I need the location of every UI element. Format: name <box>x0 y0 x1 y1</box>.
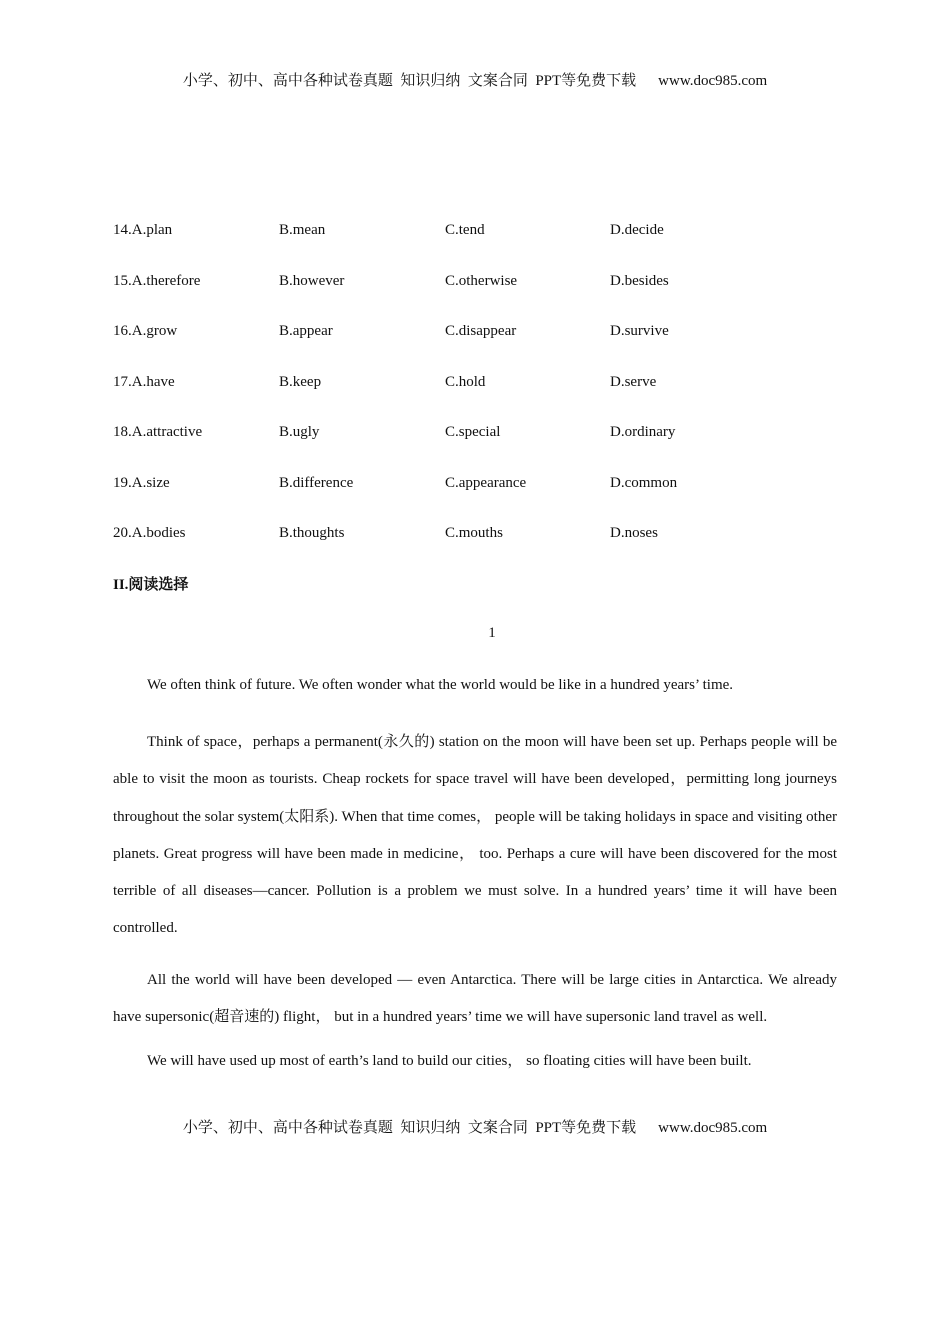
option-c: C.special <box>445 424 501 440</box>
option-d: D.decide <box>610 222 664 238</box>
option-b: B.ugly <box>279 424 320 440</box>
header-text: 小学、初中、高中各种试卷真题 知识归纳 文案合同 PPT等免费下载 <box>182 73 637 89</box>
option-a: 20.A.bodies <box>113 525 186 541</box>
option-row-14 <box>113 220 853 271</box>
page-footer <box>0 1116 950 1137</box>
option-row-16 <box>113 321 853 372</box>
footer-url: www.doc985.com <box>658 1120 768 1136</box>
option-b: B.difference <box>279 474 354 491</box>
option-a: 16.A.grow <box>113 323 178 339</box>
option-d: D.serve <box>610 373 657 390</box>
paragraph: All the world will have been developed — even Antarctica. There will be large cities in Antarctica. We already have supersonic(超音速的) flight， but in a hundred years’ time we will have supersonic land travel as well. <box>113 971 837 1026</box>
options-table <box>113 220 853 574</box>
option-a: 19.A.size <box>113 474 170 491</box>
option-c: C.otherwise <box>445 272 518 289</box>
option-d: D.noses <box>610 525 658 541</box>
option-d: D.besides <box>610 272 669 289</box>
option-row-15 <box>113 271 853 322</box>
paragraph: We often think of future. We often wonder what the world would be like in a hundred years’ time. <box>147 677 734 693</box>
option-b: B.however <box>279 272 345 289</box>
option-a: 14.A.plan <box>113 222 173 238</box>
option-d: D.survive <box>610 323 669 339</box>
option-d: D.ordinary <box>610 424 676 440</box>
option-b: B.thoughts <box>279 525 345 541</box>
passage-number: 1 <box>488 625 496 641</box>
reading-passage <box>113 674 837 1100</box>
option-c: C.mouths <box>445 525 503 541</box>
option-row-19 <box>113 473 853 524</box>
paragraph: Think of space，perhaps a permanent(永久的) station on the moon will have been set up. Perhaps people will be able to visit the moon as tourists. Cheap rockets for space travel will have been developed，permitting long journeys throughout the solar system(太阳系). When that time comes， people will be taking holidays in space and visiting other planets. Great progress will have been made in medicine， too. Perhaps a cure will have been discovered for the most terrible of all diseases—cancer. Pollution is a problem we must solve. In a hundred years’ time it will have been controlled. <box>113 734 837 937</box>
header-url: www.doc985.com <box>658 73 768 89</box>
option-row-18 <box>113 422 853 473</box>
option-b: B.appear <box>279 323 333 339</box>
option-c: C.hold <box>445 373 486 390</box>
option-c: C.appearance <box>445 474 527 491</box>
option-c: C.tend <box>445 222 485 238</box>
option-b: B.keep <box>279 373 322 390</box>
option-b: B.mean <box>279 222 326 238</box>
section-title: II.阅读选择 <box>113 577 189 593</box>
option-a: 17.A.have <box>113 373 175 390</box>
option-d: D.common <box>610 474 678 491</box>
paragraph: We will have used up most of earth’s land to build our cities， so floating cities will have been built. <box>147 1053 752 1070</box>
option-a: 15.A.therefore <box>113 272 201 289</box>
option-row-17 <box>113 372 853 423</box>
page-header <box>0 69 950 90</box>
option-c: C.disappear <box>445 323 517 339</box>
footer-text: 小学、初中、高中各种试卷真题 知识归纳 文案合同 PPT等免费下载 <box>182 1120 637 1136</box>
option-a: 18.A.attractive <box>113 424 203 440</box>
option-row-20 <box>113 523 853 574</box>
